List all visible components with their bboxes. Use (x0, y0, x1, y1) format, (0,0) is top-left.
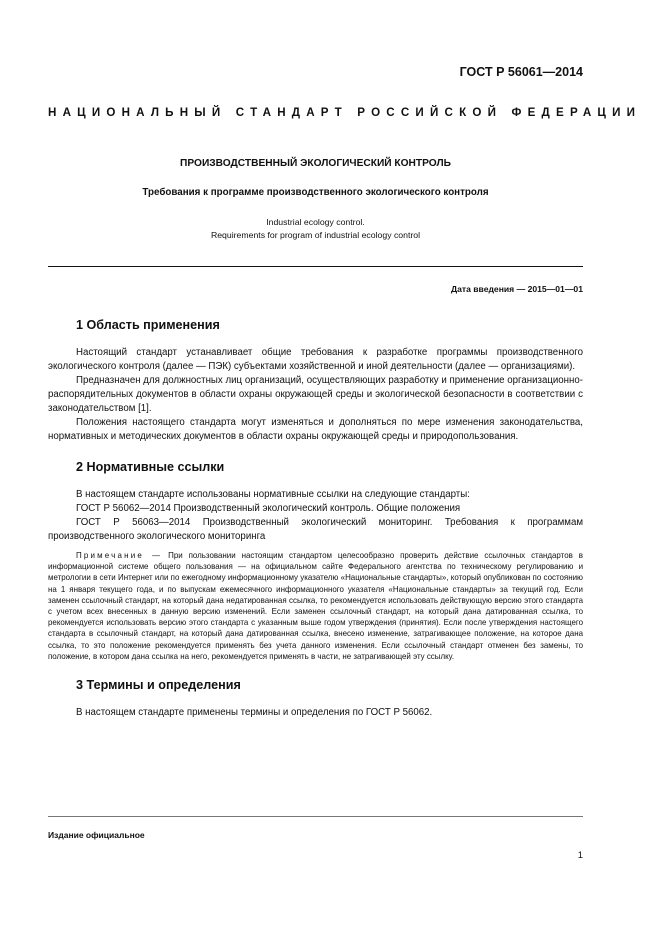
national-standard-title: НАЦИОНАЛЬНЫЙ СТАНДАРТ РОССИЙСКОЙ ФЕДЕРАЦИИ (48, 106, 642, 119)
section-1-paragraph-2: Предназначен для должностных лиц организаций, осуществляющих разработку и применение организационно-распорядительных документов в области охраны окружающей среды и экологической безопасности в соответствии с законодательством [1]. (48, 375, 583, 414)
section-3-heading: 3 Термины и определения (76, 678, 241, 693)
section-2-heading: 2 Нормативные ссылки (76, 460, 225, 474)
standard-main-title: ПРОИЗВОДСТВЕННЫЙ ЭКОЛОГИЧЕСКИЙ КОНТРОЛЬ (180, 158, 451, 169)
standard-sub-title: Требования к программе производственного экологического контроля (142, 187, 489, 198)
section-2-note (48, 550, 583, 662)
note-label: Примечание — (76, 551, 163, 560)
section-2-reference-2: ГОСТ Р 56063—2014 Производственный экологический мониторинг. Требования к программам производственного экологического мониторинга (48, 517, 583, 542)
english-title (48, 216, 583, 242)
document-number: ГОСТ Р 56061—2014 (459, 65, 583, 79)
english-title-line-2: Requirements for program of industrial ecology control (210, 230, 421, 240)
english-title-line-1: Industrial ecology control. (266, 217, 365, 227)
header-divider (48, 266, 583, 267)
section-1-paragraph-3: Положения настоящего стандарта могут изменяться и дополняться по мере изменения законодательства, нормативных и методических документов в области охраны окружающей среды и природопользования. (48, 417, 583, 442)
document-body (48, 318, 583, 720)
section-2-reference-1: ГОСТ Р 56062—2014 Производственный экологический контроль. Общие положения (76, 503, 461, 514)
page-number: 1 (577, 850, 583, 861)
note-text: При пользовании настоящим стандартом целесообразно проверить действие ссылочных стандартов в информационной системе общего пользования — на официальном сайте Федерального агентства по техническому регулированию и метрологии в сети Интернет или по ежегодному информационному указателю «Национальные стандарты», который опубликован по состоянию на 1 января текущего года, и по выпускам ежемесячного информационного указателя «Национальные стандарты» за текущий год. Если заменен ссылочный стандарт, на который дана недатированная ссылка, то рекомендуется использовать действующую версию этого стандарта с учетом всех внесенных в данную версию изменений. Если заменен ссылочный стандарт, на который дана датированная ссылка, то рекомендуется использовать версию этого стандарта с указанным выше годом утверждения (принятия). Если после утверждения настоящего стандарта в ссылочный стандарт, на который дана датированная ссылка, внесено изменение, затрагивающее положение, на которое дана ссылка, то это положение рекомендуется применять без учета данного изменения. Если ссылочный стандарт отменен без замены, то положение, в котором дана ссылка на него, рекомендуется применять в части, не затрагивающей эту ссылку. (48, 551, 583, 661)
introduction-date: Дата введения — 2015—01—01 (450, 284, 583, 294)
section-1-heading: 1 Область применения (76, 318, 220, 332)
footer-divider (48, 816, 583, 817)
section-2-paragraph-1: В настоящем стандарте использованы нормативные ссылки на следующие стандарты: (76, 489, 470, 500)
section-3-paragraph-1: В настоящем стандарте применены термины и определения по ГОСТ Р 56062. (76, 707, 433, 719)
official-edition-label: Издание официальное (48, 830, 145, 840)
section-1-paragraph-1: Настоящий стандарт устанавливает общие требования к разработке программы производственного экологического контроля (далее — ПЭК) субъектами хозяйственной и иной деятельности (далее — организациями). (48, 347, 583, 372)
